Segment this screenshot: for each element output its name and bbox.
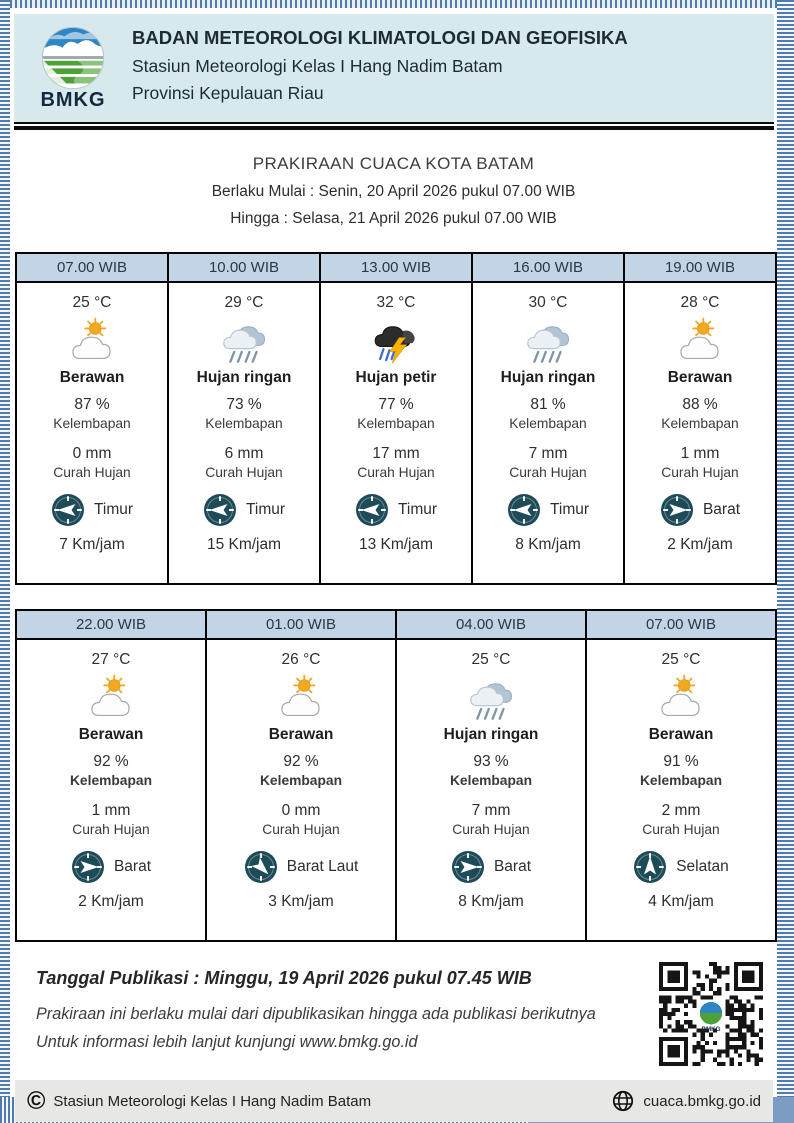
forecast-cell: [168, 282, 320, 584]
svg-text:BMKG: BMKG: [701, 1026, 721, 1034]
qr-code: [659, 962, 763, 1066]
rainfall-value: 2 mm: [661, 802, 701, 819]
berawan-icon: [61, 317, 123, 365]
rainfall-label: Curah Hujan: [72, 822, 150, 837]
copyright-text: Stasiun Meteorologi Kelas I Hang Nadim Batam: [53, 1092, 372, 1110]
rainfall-label: Curah Hujan: [452, 822, 530, 837]
qr-code-icon: [659, 962, 763, 1066]
weather-icon: [17, 673, 205, 723]
humidity-value: 93 %: [473, 753, 509, 770]
wind-row: [17, 850, 205, 884]
title-block: [10, 154, 777, 228]
wind-row: [625, 493, 775, 527]
condition-label: Berawan: [78, 726, 144, 743]
humidity-label: Kelembapan: [69, 773, 153, 788]
forecast-cell: [472, 282, 624, 584]
bmkg-logo: [14, 25, 132, 112]
rainfall-value: 1 mm: [680, 445, 720, 462]
wind-speed: 8 Km/jam: [458, 893, 524, 910]
wind-direction: Barat: [113, 858, 152, 875]
rainfall-value: 0 mm: [281, 802, 321, 819]
wind-compass-icon: [355, 493, 389, 527]
rainfall-label: Curah Hujan: [642, 822, 720, 837]
time-header: 16.00 WIB: [472, 253, 624, 282]
berawan-icon: [650, 674, 712, 722]
forecast-body-row: [16, 639, 776, 941]
humidity-label: Kelembapan: [449, 773, 533, 788]
weather-icon: [625, 316, 775, 366]
wind-direction: Barat: [493, 858, 532, 875]
temperature-value: 25 °C: [72, 294, 112, 311]
wind-speed: 8 Km/jam: [515, 536, 581, 553]
hujan-ringan-icon: [517, 317, 579, 365]
footer-bar: [15, 1080, 773, 1122]
wind-direction: Selatan: [676, 858, 729, 875]
wind-compass-icon: [71, 850, 105, 884]
rainfall-value: 0 mm: [72, 445, 112, 462]
wind-compass-icon: [507, 493, 541, 527]
rainfall-value: 7 mm: [528, 445, 568, 462]
page-border-right: [777, 0, 794, 1097]
condition-label: Hujan petir: [355, 369, 437, 386]
humidity-label: Kelembapan: [639, 773, 723, 788]
rainfall-label: Curah Hujan: [357, 465, 435, 480]
document-page: [10, 8, 777, 1115]
letterhead: [14, 14, 774, 122]
wind-row: [17, 493, 167, 527]
wind-speed: 2 Km/jam: [78, 893, 144, 910]
temperature-value: 26 °C: [281, 651, 321, 668]
berawan-icon: [270, 674, 332, 722]
time-header: 10.00 WIB: [168, 253, 320, 282]
weather-icon: [207, 673, 395, 723]
page-border-left: [0, 0, 10, 1097]
rainfall-value: 7 mm: [471, 802, 511, 819]
humidity-value: 73 %: [226, 396, 262, 413]
wind-row: [169, 493, 319, 527]
rainfall-value: 17 mm: [372, 445, 420, 462]
hujan-ringan-icon: [460, 674, 522, 722]
rainfall-label: Curah Hujan: [661, 465, 739, 480]
publication-note-2: Untuk informasi lebih lanjut kunjungi www.bmkg.go.id: [36, 1033, 418, 1051]
wind-speed: 7 Km/jam: [59, 536, 125, 553]
temperature-value: 29 °C: [224, 294, 264, 311]
hujan-ringan-icon: [213, 317, 275, 365]
page-border-top: [0, 0, 794, 8]
time-header: 07.00 WIB: [16, 253, 168, 282]
berawan-icon: [669, 317, 731, 365]
condition-label: Berawan: [59, 369, 125, 386]
station-name: Stasiun Meteorologi Kelas I Hang Nadim Batam: [132, 55, 503, 76]
humidity-value: 92 %: [283, 753, 319, 770]
valid-until-line: Hingga : Selasa, 21 April 2026 pukul 07.00 WIB: [230, 210, 557, 227]
forecast-cell: [396, 639, 586, 941]
weather-icon: [397, 673, 585, 723]
rainfall-label: Curah Hujan: [53, 465, 131, 480]
wind-row: [321, 493, 471, 527]
wind-direction: Timur: [549, 501, 590, 518]
website-text: cuaca.bmkg.go.id: [643, 1092, 761, 1110]
copyright-icon: ©: [27, 1086, 46, 1115]
humidity-label: Kelembapan: [509, 416, 587, 431]
time-header: 01.00 WIB: [206, 610, 396, 639]
bmkg-logo-text: BMKG: [40, 88, 106, 111]
org-name: BADAN METEOROLOGI KLIMATOLOGI DAN GEOFISIKA: [132, 26, 628, 48]
wind-row: [587, 850, 775, 884]
berawan-icon: [80, 674, 142, 722]
wind-compass-icon: [51, 493, 85, 527]
forecast-cell: [206, 639, 396, 941]
weather-icon: [169, 316, 319, 366]
humidity-value: 77 %: [378, 396, 414, 413]
forecast-cell: [586, 639, 776, 941]
humidity-label: Kelembapan: [205, 416, 283, 431]
wind-compass-icon: [633, 850, 667, 884]
condition-label: Hujan ringan: [196, 369, 292, 386]
condition-label: Hujan ringan: [443, 726, 539, 743]
weather-icon: [17, 316, 167, 366]
time-header: 07.00 WIB: [586, 610, 776, 639]
weather-icon: [321, 316, 471, 366]
forecast-header-row: [16, 610, 776, 639]
wind-direction: Barat: [702, 501, 741, 518]
rainfall-label: Curah Hujan: [205, 465, 283, 480]
wind-row: [397, 850, 585, 884]
time-header: 13.00 WIB: [320, 253, 472, 282]
wind-speed: 15 Km/jam: [206, 536, 282, 553]
time-header: 19.00 WIB: [624, 253, 776, 282]
wind-compass-icon: [203, 493, 237, 527]
humidity-label: Kelembapan: [357, 416, 435, 431]
valid-from-line: Berlaku Mulai : Senin, 20 April 2026 pukul 07.00 WIB: [211, 183, 576, 200]
humidity-label: Kelembapan: [661, 416, 739, 431]
temperature-value: 25 °C: [661, 651, 701, 668]
time-header: 22.00 WIB: [16, 610, 206, 639]
humidity-label: Kelembapan: [259, 773, 343, 788]
forecast-table-day: [15, 252, 777, 585]
condition-label: Berawan: [667, 369, 733, 386]
wind-compass-icon: [660, 493, 694, 527]
forecast-header-row: [16, 253, 776, 282]
rainfall-label: Curah Hujan: [262, 822, 340, 837]
forecast-table-night: [15, 609, 777, 942]
humidity-value: 91 %: [663, 753, 699, 770]
temperature-value: 25 °C: [471, 651, 511, 668]
humidity-value: 88 %: [682, 396, 718, 413]
rainfall-value: 6 mm: [224, 445, 264, 462]
wind-speed: 4 Km/jam: [648, 893, 714, 910]
temperature-value: 30 °C: [528, 294, 568, 311]
document-title: PRAKIRAAN CUACA KOTA BATAM: [252, 154, 535, 173]
wind-speed: 13 Km/jam: [358, 536, 434, 553]
humidity-value: 81 %: [530, 396, 566, 413]
publication-date: Tanggal Publikasi : Minggu, 19 April 2026 pukul 07.45 WIB: [36, 968, 532, 988]
temperature-value: 32 °C: [376, 294, 416, 311]
forecast-cell: [624, 282, 776, 584]
wind-direction: Timur: [397, 501, 438, 518]
bmkg-logo-icon: [40, 25, 106, 91]
forecast-cell: [16, 639, 206, 941]
publication-block: [36, 962, 769, 1066]
weather-icon: [473, 316, 623, 366]
wind-compass-icon: [451, 850, 485, 884]
forecast-cell: [320, 282, 472, 584]
weather-icon: [587, 673, 775, 723]
humidity-value: 87 %: [74, 396, 110, 413]
publication-note-1: Prakiraan ini berlaku mulai dari dipublikasikan hingga ada publikasi berikutnya: [36, 1005, 596, 1023]
rainfall-value: 1 mm: [91, 802, 131, 819]
globe-icon: [611, 1089, 635, 1113]
wind-direction: Timur: [245, 501, 286, 518]
rainfall-label: Curah Hujan: [509, 465, 587, 480]
province-name: Provinsi Kepulauan Riau: [132, 82, 324, 103]
condition-label: Hujan ringan: [500, 369, 596, 386]
forecast-cell: [16, 282, 168, 584]
condition-label: Berawan: [648, 726, 714, 743]
letterhead-divider: [14, 122, 774, 130]
wind-speed: 2 Km/jam: [667, 536, 733, 553]
humidity-value: 92 %: [93, 753, 129, 770]
humidity-label: Kelembapan: [53, 416, 131, 431]
forecast-body-row: [16, 282, 776, 584]
wind-compass-icon: [244, 850, 278, 884]
wind-row: [473, 493, 623, 527]
temperature-value: 27 °C: [91, 651, 131, 668]
hujan-petir-icon: [365, 317, 427, 365]
temperature-value: 28 °C: [680, 294, 720, 311]
wind-speed: 3 Km/jam: [268, 893, 334, 910]
wind-direction: Barat Laut: [286, 858, 359, 875]
time-header: 04.00 WIB: [396, 610, 586, 639]
wind-direction: Timur: [93, 501, 134, 518]
condition-label: Berawan: [268, 726, 334, 743]
wind-row: [207, 850, 395, 884]
